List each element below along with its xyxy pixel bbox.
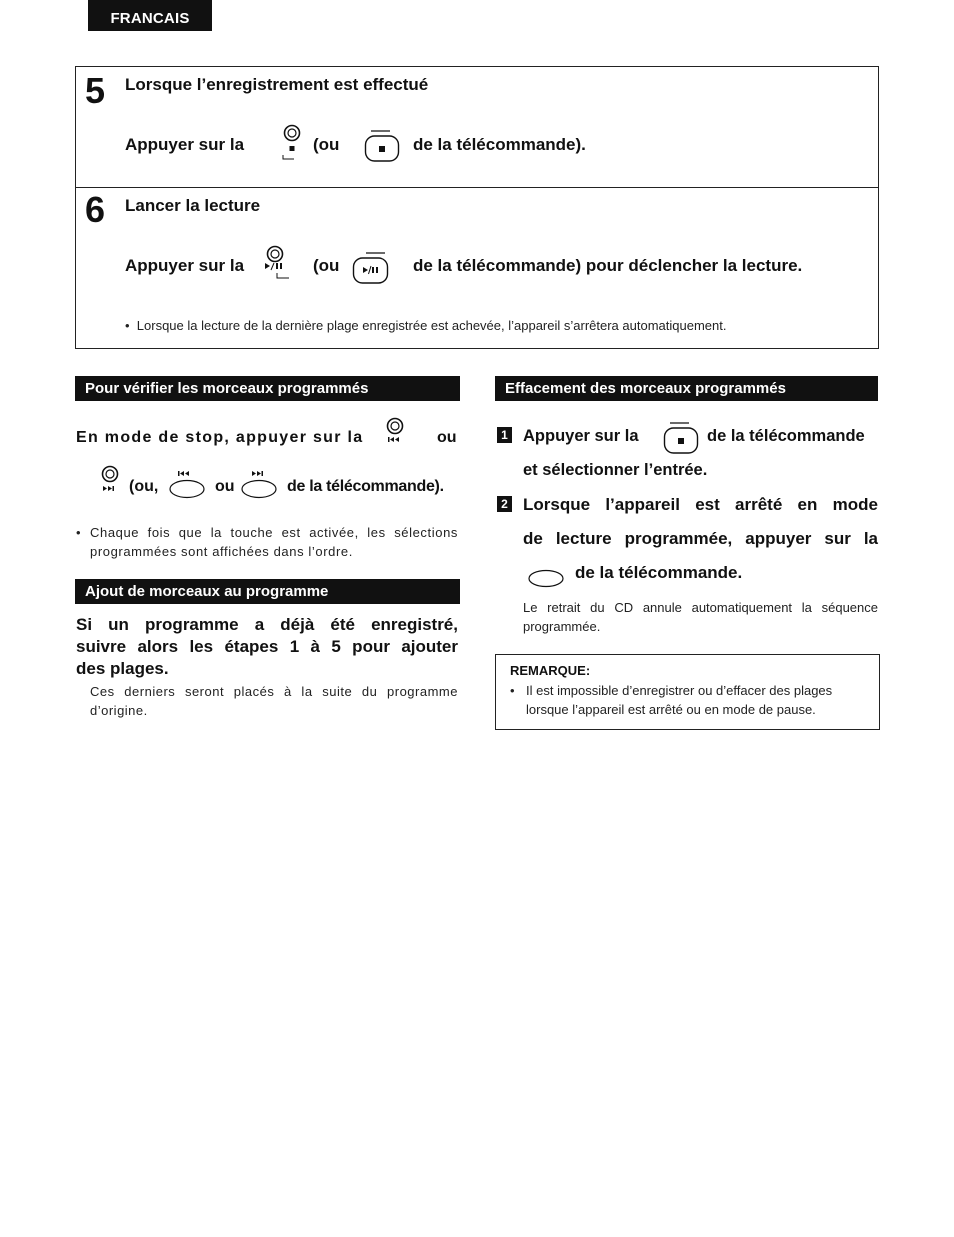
step-6-number: 6	[85, 189, 106, 230]
erase-step2-number: 2	[497, 496, 512, 512]
erase-step2-line2: de lecture programmée, appuyer sur la	[523, 529, 878, 548]
erase-step1-text-a: Appuyer sur la	[523, 427, 639, 445]
bullet-dot: •	[510, 683, 515, 698]
step-5-title: Lorsque l’enregistrement est effectué	[125, 75, 429, 94]
remote-skip-forward-button-icon	[241, 470, 277, 500]
step-6-instruction-end: de la télécommande) pour déclencher la lecture.	[413, 256, 803, 275]
note-bullet	[510, 681, 866, 719]
verify-line1-text: En mode de stop, appuyer sur la	[76, 429, 364, 446]
step-6-note: • Lorsque la lecture de la dernière plage enregistrée est achevée, l’appareil s’arrêtera automatiquement.	[125, 318, 727, 333]
skip-back-button-icon	[385, 418, 405, 444]
step-5-number: 5	[85, 70, 106, 111]
verify-line1-end: ou	[437, 429, 457, 446]
add-text: Ces derniers seront placés à la suite du programme d’origine.	[90, 684, 458, 718]
step-6-instruction-or: (ou	[313, 256, 340, 275]
verify-bullet-text: Chaque fois que la touche est activée, les sélections programmées sont affichées dans l’ordre.	[90, 525, 458, 559]
remote-skip-back-button-icon	[169, 470, 205, 500]
verify-line2-end: de la télécommande).	[287, 478, 444, 495]
erase-step1-text-b: de la télécommande	[707, 427, 865, 445]
stop-button-icon	[280, 125, 304, 163]
verify-section-header: Pour vérifier les morceaux programmés	[75, 376, 460, 401]
step-6-instruction-start: Appuyer sur la	[125, 256, 245, 275]
remote-stop-button-icon	[364, 129, 404, 164]
add-bold-line-2: suivre alors les étapes 1 à 5 pour ajouter	[76, 637, 458, 656]
step-5-instruction-start: Appuyer sur la	[125, 135, 245, 154]
bullet-dot: •	[76, 525, 81, 540]
play-pause-button-icon	[262, 246, 290, 284]
erase-step2-line3: de la télécommande.	[575, 563, 743, 582]
verify-line2-or2: ou	[215, 478, 235, 495]
skip-forward-button-icon	[100, 466, 120, 494]
erase-section-header: Effacement des morceaux programmés	[495, 376, 878, 401]
erase-text: Le retrait du CD annule automatiquement la séquence programmée.	[523, 600, 878, 634]
erase-step2-line1: Lorsque l’appareil est arrêté en mode	[523, 495, 878, 514]
note-title: REMARQUE:	[510, 663, 591, 678]
step-5-instruction-end: de la télécommande).	[413, 135, 586, 154]
remote-stop-button-icon	[663, 421, 703, 456]
remote-play-pause-button-icon	[352, 251, 392, 286]
remote-button-icon	[528, 569, 566, 589]
erase-step1-line2: et sélectionner l’entrée.	[523, 461, 708, 479]
verify-bullet	[76, 523, 458, 561]
steps-divider	[75, 187, 879, 188]
language-tab: FRANCAIS	[88, 0, 212, 31]
step-6-title: Lancer la lecture	[125, 196, 261, 215]
add-bold-line-1: Si un programme a déjà été enregistré,	[76, 615, 458, 634]
add-bold-line-3: des plages.	[76, 659, 169, 678]
note-bullet-text: Il est impossible d’enregistrer ou d’effacer des plages lorsque l’appareil est arrêté ou en mode de pause.	[526, 683, 833, 717]
erase-step1-number: 1	[497, 427, 512, 443]
add-section-header: Ajout de morceaux au programme	[75, 579, 460, 604]
verify-line2-or: (ou,	[129, 478, 159, 495]
step-5-instruction-or: (ou	[313, 135, 340, 154]
step-6-note-text: Lorsque la lecture de la dernière plage enregistrée est achevée, l’appareil s’arrêtera automatiquement.	[136, 318, 727, 333]
